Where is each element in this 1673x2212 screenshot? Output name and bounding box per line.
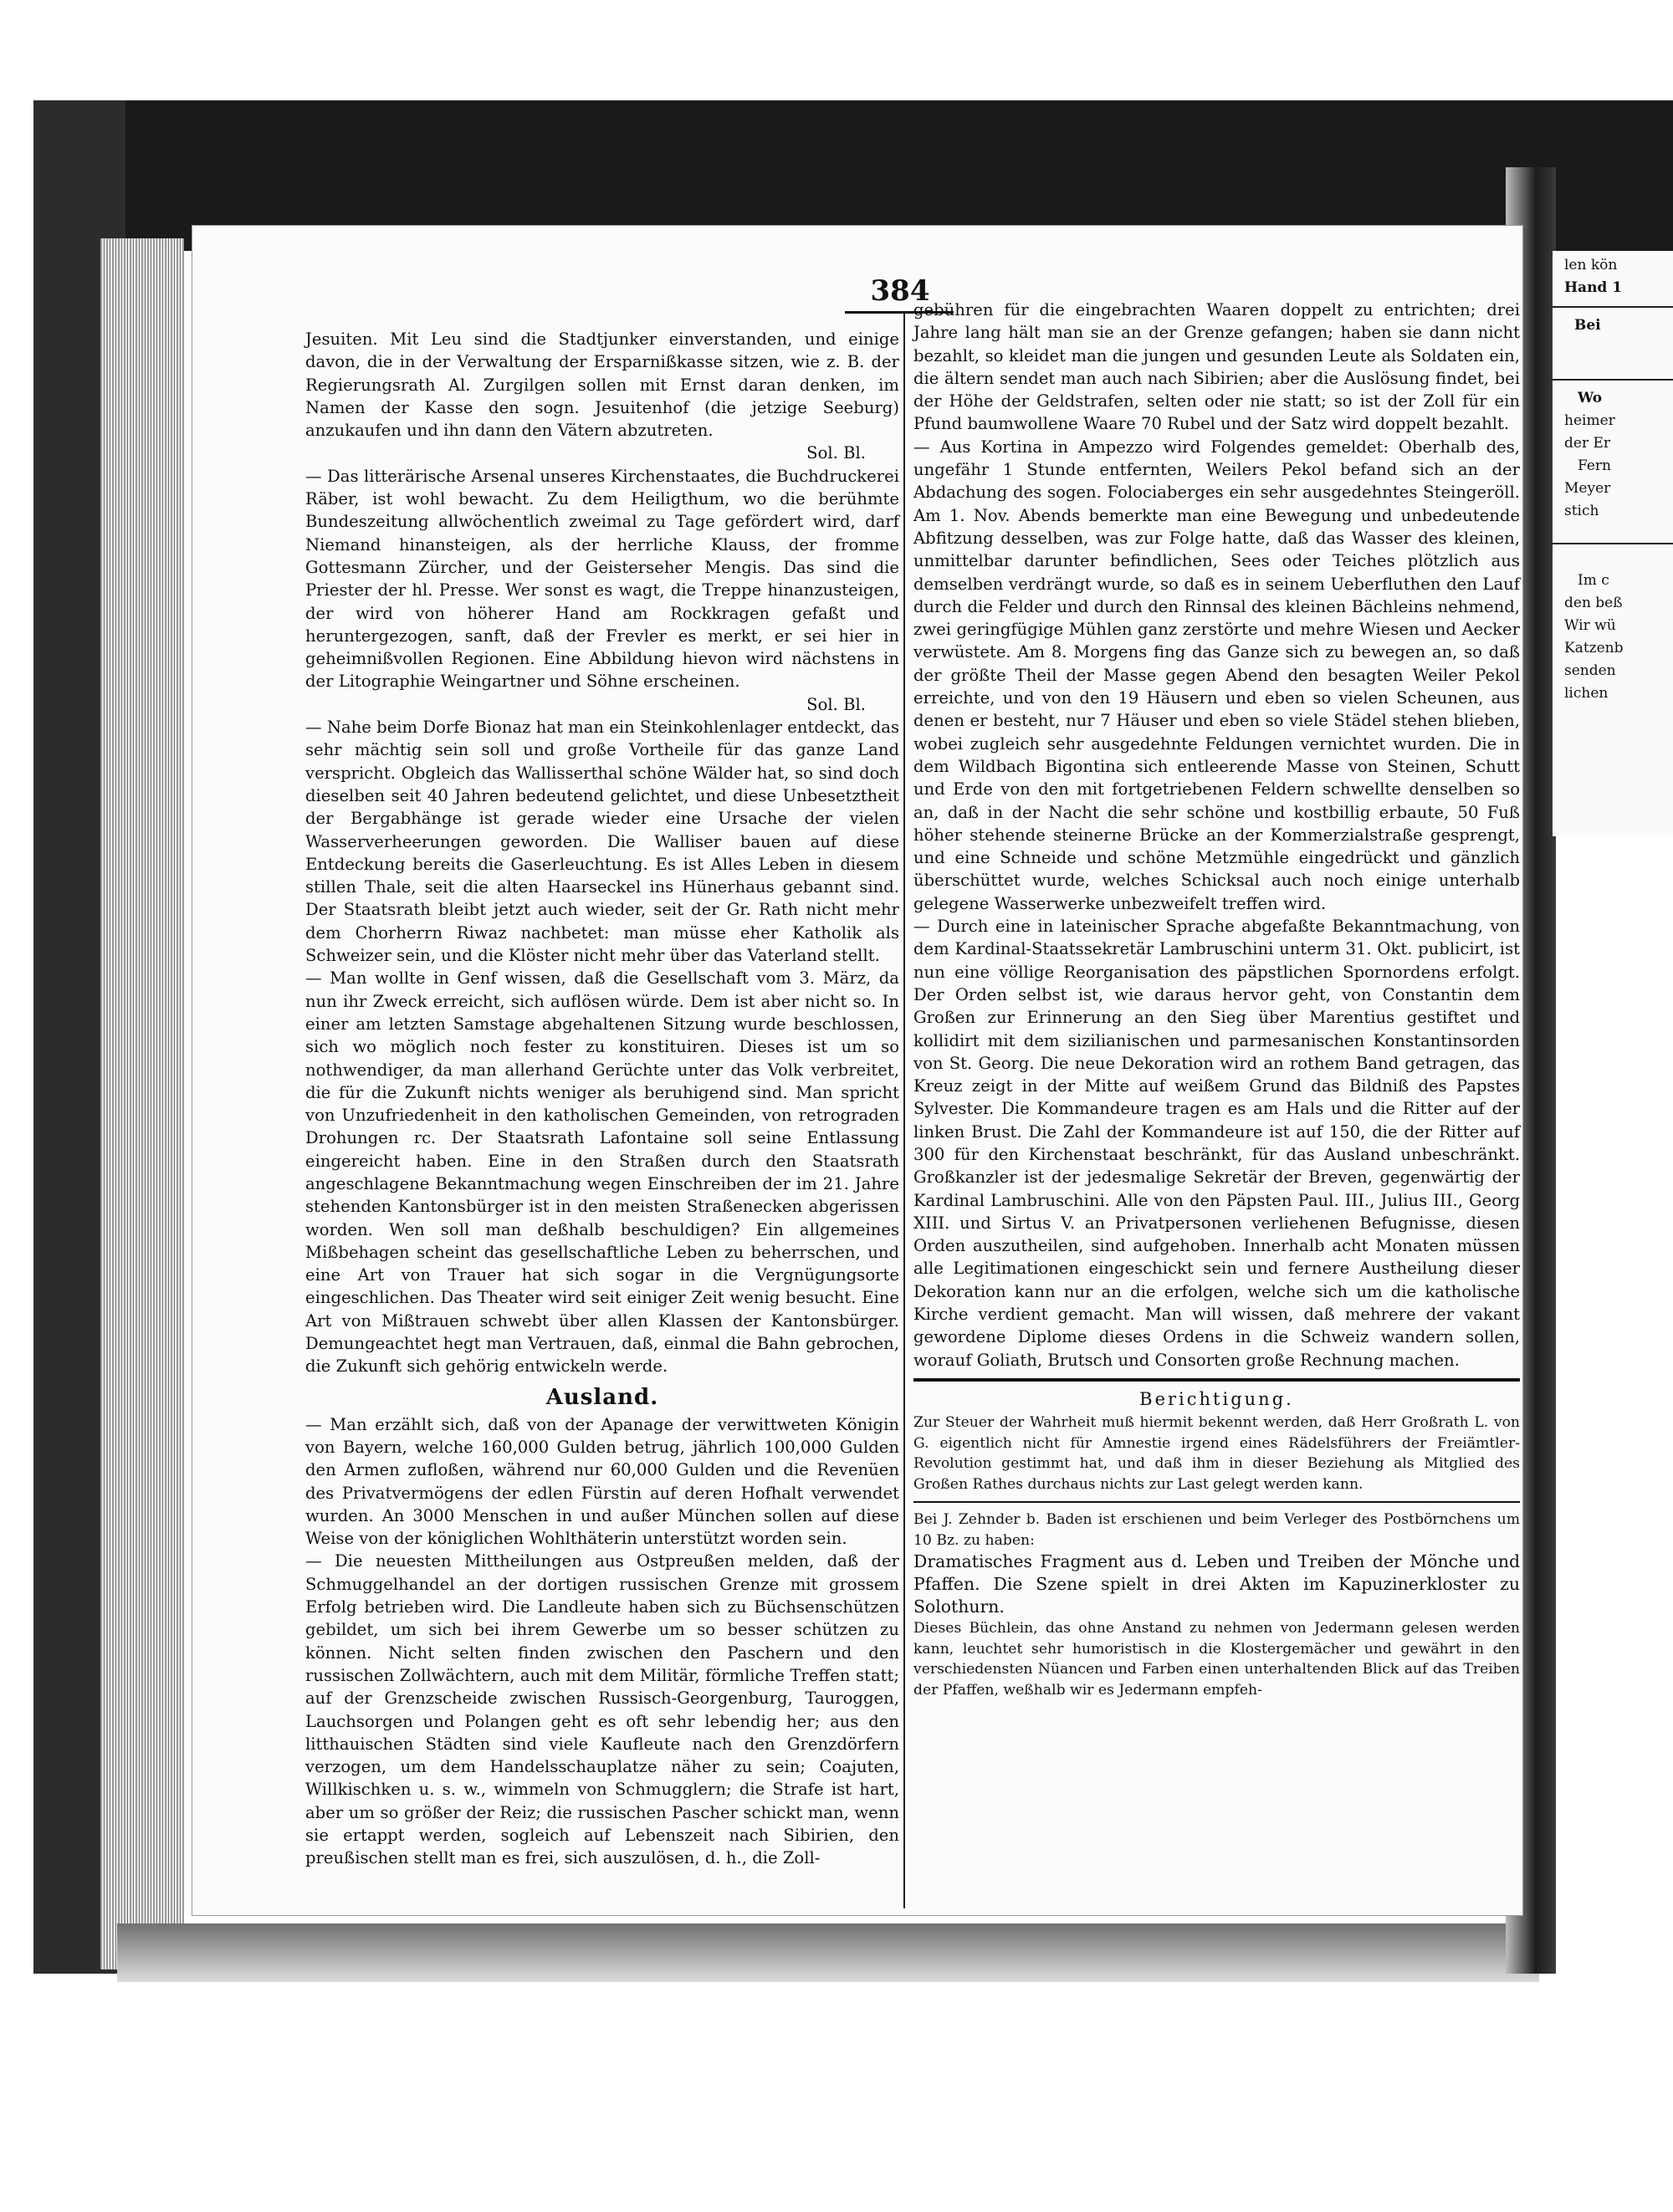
facing-line: lichen [1564,685,1609,702]
article-paragraph: — Die neuesten Mittheilungen aus Ostpreußen melden, daß der Schmuggelhandel an der dortigen russischen Grenze mit grossem Erfolg betrieben wird. Die Landleute haben sich zu Büchsenschützen gebildet, um sich bei ihrem Gewerbe um so besser schützen zu können. Nicht selten finden zwischen den Paschern und den russischen Zollwächtern, auch mit dem Militär, förmliche Treffen statt; auf der Grenzscheide zwischen Russisch-Georgenburg, Tauroggen, Lauchsorgen und Polangen geht es oft sehr lebendig her; aus den litthauischen Städten sind viele Kaufleute nach den Grenzdörfern verzogen, um dem Handelsschauplatze näher zu sein; Coajuten, Willkischken u. s. w., wimmeln von Schmugglern; die Strafe ist hart, aber um so größer der Reiz; die russischen Pascher schickt man, wenn sie ertappt werden, sogleich auf Lebenszeit nach Sibirien, den preußischen stellt man es frei, sich auszulösen, d. h., die Zoll- [305,1551,899,1868]
section-heading-ausland: Ausland. [545,1384,659,1410]
facing-rule [1553,543,1673,544]
scan-shadow-bottom [117,1923,1539,1982]
facing-line: Fern [1578,457,1612,474]
facing-page-fragment [1553,251,1673,836]
page-edges [100,238,184,1969]
section-rule [913,1501,1520,1503]
facing-line: senden [1564,662,1616,679]
facing-line: den beß [1564,595,1623,611]
advertisement-title: Dramatisches Fragment aus d. Leben und Treiben der Mönche und Pfaffen. Die Szene spielt in drei Akten im Kapuzinerkloster zu Solothurn. [913,1551,1520,1617]
facing-line: Im c [1578,572,1609,589]
facing-line: Wo [1578,390,1603,406]
left-column [305,328,899,1870]
advertisement-body: Dieses Büchlein, das ohne Anstand zu nehmen von Jedermann gelesen werden kann, leuchtet sehr humoristisch in die Klostergemächer und gewährt in den verschiedensten Nüancen und Farben einen unterhaltenden Blick auf das Treiben der Pfaffen, weßhalb wir es Jedermann empfeh- [913,1620,1520,1699]
facing-line: Katzenb [1564,640,1624,656]
facing-line: stich [1564,503,1599,519]
article-paragraph: — Man erzählt sich, daß von der Apanage der verwittweten Königin von Bayern, welche 160,000 Gulden betrug, jährlich 100,000 Gulden den Armen zufloßen, während nur 60,000 Gulden und die Revenüen des Privatvermögens der edlen Fürstin auf deren Hofhalt verwendet wurden. An 3000 Menschen in und außer München sollen auf diese Weise von der königlichen Wohlthäterin unterstützt worden sein. [305,1414,899,1549]
article-paragraph: Jesuiten. Mit Leu sind die Stadtjunker einverstanden, und einige davon, die in der Verwaltung der Ersparnißkasse sitzen, wie z. B. der Regierungsrath Al. Zurgilgen sollen mit Ernst daran denken, im Namen der Kasse den sogn. Jesuitenhof (die jetzige Seeburg) anzukaufen und ihn dann den Vätern abzutreten. [305,330,899,441]
article-paragraph: — Nahe beim Dorfe Bionaz hat man ein Steinkohlenlager entdeckt, das sehr mächtig sein soll und große Vortheile für das ganze Land verspricht. Obgleich das Wallisserthal schöne Wälder hat, so sind doch dieselben seit 40 Jahren bedeutend gelichtet, und diese Unbesetztheit der Bergabhänge ist gerade wieder eine Ursache der vielen Wasserverheerungen geworden. Die Walliser bauen auf diese Entdeckung bereits die Gaserleuchtung. Es ist Alles Leben in diesem stillen Thale, seit die alten Haarseckel ins Hünerhaus gebannt sind. Der Staatsrath bleibt jetzt auch wieder, seit der Gr. Rath nicht mehr dem Chorherrn Riwaz nachbetet: man müsse eher Katholik als Schweizer sein, und die Klöster nicht mehr über das Vaterland stellt. [305,718,899,966]
source-signature: Sol. Bl. [806,443,866,463]
right-column [913,299,1520,1700]
article-paragraph: gebühren für die eingebrachten Waaren doppelt zu entrichten; drei Jahre lang hält man sie an der Grenze gefangen; haben sie dann nicht bezahlt, so kleidet man die jungen und gesunden Leute als Soldaten ein, die ältern sendet man auch nach Sibirien; aber die Auslösung findet, bei der Höhe der Geldstrafen, selten oder nie statt; so ist der Zoll für ein Pfund baumwollene Waare 70 Rubel und der Satz wird doppelt bezahlt. [913,300,1520,434]
facing-line: heimer [1564,412,1615,429]
article-paragraph: — Aus Kortina in Ampezzo wird Folgendes gemeldet: Oberhalb des, ungefähr 1 Stunde entfernten, Weilers Pekol befand sich an der Abdachung des sogen. Folociaberges ein sehr ausgedehntes Steingeröll. Am 1. Nov. Abends bemerkte man eine Bewegung und unbedeutende Abfitzung desselben, was zur Folge hatte, daß das Wasser des kleinen, unmittelbar darunter befindlichen, Sees oder Teiches plötzlich aus demselben verdrängt wurde, so daß es in seinem Ueberfluthen den Lauf durch die Felder und durch den Rinnsal des kleinen Bächleins nehmend, zwei geringfügige Mühlen ganz zerstörte und mehre Wiesen und Aecker verwüstete. Am 8. Morgens fing das Ganze sich zu bewegen an, so daß der größte Theil der Masse gegen Abend den besagten Weiler Pekol erreichte, und von den 19 Häusern und eben so vielen Scheunen, aus denen er besteht, nur 7 Häuser und eben so viele Städel stehen blieben, wobei zugleich sehr ausgedehnte Feldungen vernichtet wurden. Die in dem Wildbach Bigontina sich entleerende Masse von Steinen, Schutt und Erde von den mit fortgetriebenen Feldern schwellte denselben so an, daß in der Nacht die sehr schöne und kostbillig erbaute, 50 Fuß höher stehende steinerne Brücke an der Kommerzialstraße gesprengt, und eine Schneide und schöne Metzmühle eingedrückt und gänzlich überschüttet wurde, welches Schicksal auch noch einige unterhalb gelegene Wasserwerke unbezweifelt treffen wird. [913,437,1520,913]
notice-text: Zur Steuer der Wahrheit muß hiermit bekennt werden, daß Herr Großrath L. von G. eigentlich nicht für Amnestie irgend eines Rädelsführers der Freiämtler-Revolution gestimmt hat, und daß ihm in dieser Beziehung als Mitglied des Großen Rathes durchaus nichts zur Last gelegt werden kann. [913,1414,1520,1493]
advertisement-intro: Bei J. Zehnder b. Baden ist erschienen und beim Verleger des Postbörnchens um 10 Bz. zu haben: [913,1511,1520,1549]
article-paragraph: — Man wollte in Genf wissen, daß die Gesellschaft vom 3. März, da nun ihr Zweck erreicht, sich auflösen würde. Dem ist aber nicht so. In einer am letzten Samstage abgehaltenen Sitzung wurde beschlossen, sich wo möglich noch fester zu konstituiren. Dieses ist um so nothwendiger, da man allerhand Gerüchte unter das Volk verbreitet, die für die Zukunft nichts weniger als beruhigend sind. Man spricht von Unzufriedenheit in den katholischen Gemeinden, von retrograden Drohungen rc. Der Staatsrath Lafontaine soll seine Entlassung eingereicht haben. Eine in den Straßen durch den Staatsrath angeschlagene Bekanntmachung wegen Einschreiben der im 21. Jahre stehenden Kantonsbürger ist in den meisten Straßenecken abgerissen worden. Wen soll man deßhalb beschuldigen? Ein allgemeines Mißbehagen scheint das gesellschaftliche Leben zu beherrschen, und eine Art von Trauer hat sich sogar in die Vergnügungsorte eingeschlichen. Das Theater wird seit einiger Zeit wenig besucht. Eine Art von Mißtrauen schwebt über allen Klassen der Kantonsbürger. Demungeachtet hegt man Vertrauen, daß, einmal die Bahn gebrochen, die Zukunft sich gehörig entwickeln werde. [305,968,899,1377]
facing-line: len kön [1564,257,1618,273]
section-rule [913,1378,1520,1382]
facing-line: der Er [1564,435,1611,452]
facing-line: Meyer [1564,480,1611,497]
facing-rule [1553,379,1673,381]
notice-heading: Berichtigung. [1139,1388,1294,1409]
facing-rule [1553,306,1673,308]
article-paragraph: — Durch eine in lateinischer Sprache abgefaßte Bekanntmachung, von dem Kardinal-Staatssekretär Lambruschini unterm 31. Okt. publicirt, ist nun eine völlige Reorganisation des päpstlichen Spornordens erfolgt. Der Orden selbst ist, wie daraus hervor geht, von Constantin dem Großen zur Erinnerung an den Sieg über Marentius gestiftet und kollidirt mit dem sizilianischen und parmesanischen Konstantinsorden von St. Georg. Die neue Dekoration wird an rothem Band getragen, das Kreuz zeigt in der Mitte auf weißem Grund das Bildniß des Papstes Sylvester. Die Kommandeure tragen es am Hals und die Ritter auf der linken Brust. Die Zahl der Kommandeure ist auf 150, die der Ritter auf 300 für den Kirchenstaat beschränkt, für das Ausland unbeschränkt. Großkanzler ist der jedesmalige Sekretär der Breven, gegenwärtig der Kardinal Lambruschini. Alle von den Päpsten Paul. III., Julius III., Georg XIII. und Sirtus V. an Privatpersonen verliehenen Befugnisse, diesen Orden auszutheilen, sind aufgehoben. Innerhalb acht Monaten müssen alle Legitimationen eingeschickt sein und fernere Austheilung dieser Dekoration kann nur an die erfolgen, welche sich um die katholische Kirche verdient gemacht. Man will wissen, daß mehrere der vakant gewordene Diplome dieses Ordens in die Schweiz wandern sollen, worauf Goliath, Brutsch und Consorten große Rechnung machen. [913,917,1520,1370]
page-number: 384 [870,274,930,308]
facing-line: Hand 1 [1564,279,1623,296]
article-paragraph: — Das litterärische Arsenal unseres Kirchenstaates, die Buchdruckerei Räber, ist wohl bewacht. Zu dem Heiligthum, wo die berühmte Bundeszeitung allwöchentlich zweimal zu Tage gefördert wird, darf Niemand hinansteigen, als der herrliche Klauss, der fromme Gottesmann Zürcher, und der Geisterseher Mengis. Das sind die Priester der hl. Presse. Wer sonst es wagt, die Treppe hinanzusteigen, der wird von höherer Hand am Rockkragen gefaßt und heruntergezogen, sanft, daß der Frevler es merkt, er sei hier in geheimnißvollen Regionen. Eine Abbildung hievon wird nächstens in der Litographie Weingartner und Söhne erscheinen. [305,466,899,692]
source-signature: Sol. Bl. [806,694,866,714]
column-separator [903,311,905,1908]
facing-line: Bei [1574,317,1601,334]
facing-line: Wir wü [1564,617,1616,634]
